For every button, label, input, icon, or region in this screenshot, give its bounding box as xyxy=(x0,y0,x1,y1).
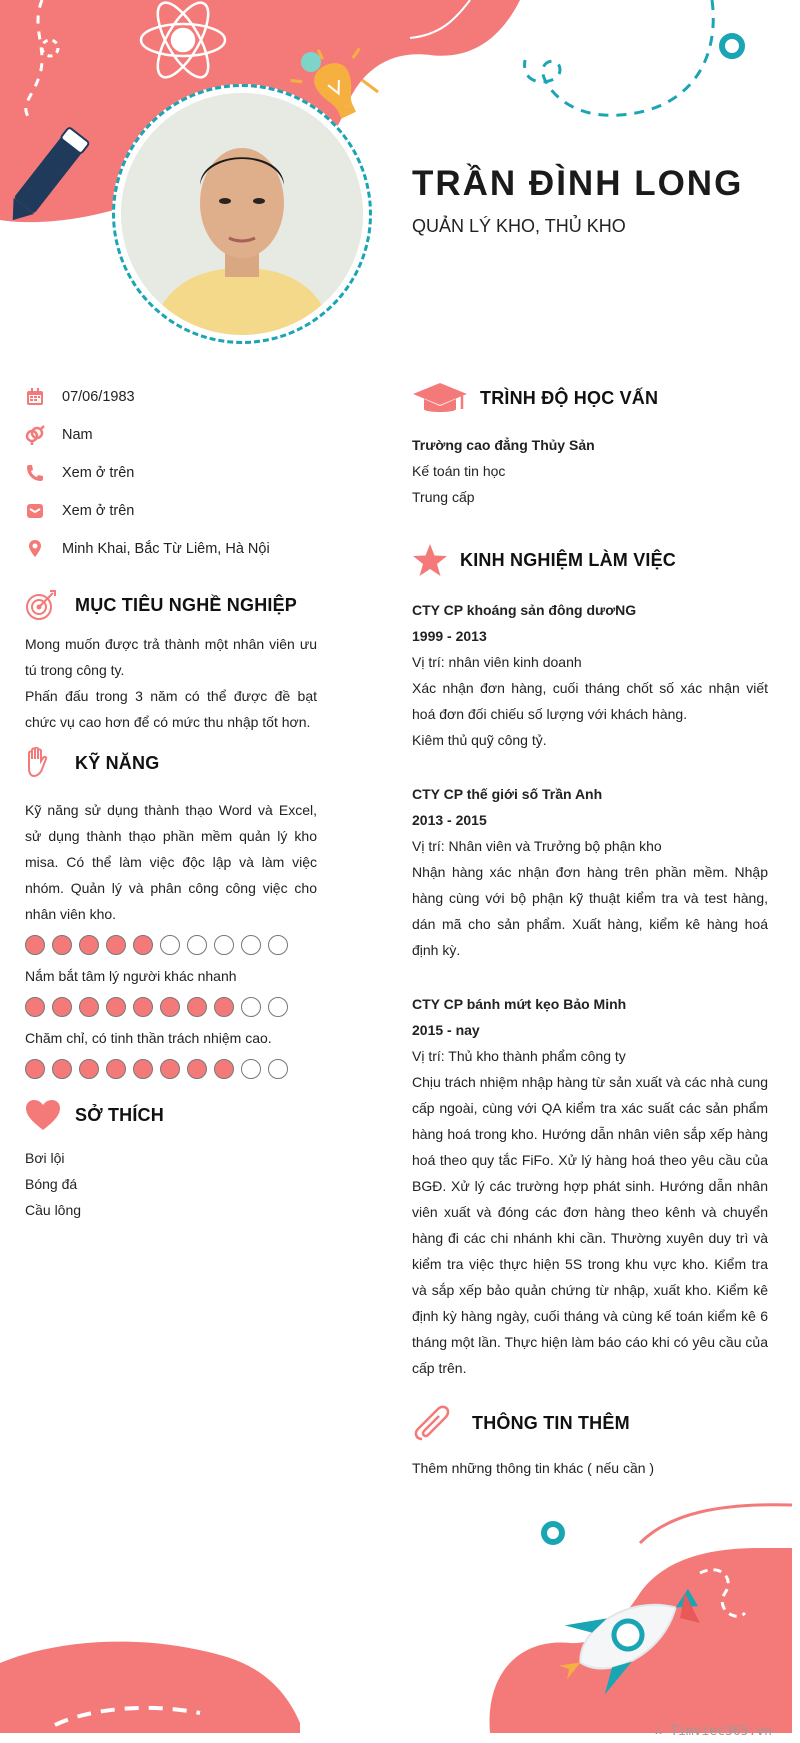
rating-dot-empty xyxy=(160,935,180,955)
rating-dot-filled xyxy=(25,935,45,955)
contact-phone xyxy=(25,454,317,492)
contact-email xyxy=(25,492,317,530)
contact-gender xyxy=(25,416,317,454)
hobby-item: Bơi lội xyxy=(25,1150,65,1166)
objective-title: MỤC TIÊU NGHỀ NGHIỆP xyxy=(75,594,298,615)
job-title: QUẢN LÝ KHO, THỦ KHO xyxy=(412,216,626,236)
objective-heading xyxy=(25,587,317,623)
rating-dot-empty xyxy=(268,997,288,1017)
rating-dot-empty xyxy=(241,997,261,1017)
experience-title: KINH NGHIỆM LÀM VIỆC xyxy=(460,549,677,570)
avatar xyxy=(121,93,363,335)
right-dashed-swirl xyxy=(525,0,714,115)
job-description: Chịu trách nhiệm nhập hàng từ sản xuất và các nhà cung cấp ngoài, cùng với QA kiểm tra xác suất các sản phẩm hàng hoá trong kho. Hướng dẫn nhân viên sắp xếp hàng hoá theo quy tắc FiFo. Xử lý hàng hoá theo yêu cầu của BGĐ. Xử lý các trường hợp phát sinh. Hướng dẫn nhân viên xuất và đóng các đơn hàng theo kênh và chuyển hàng đi các chi nhánh khi cần. Thường xuyên duy trì và kiểm tra việc thực hiện 5S trong khu vực kho. Kiểm tra và sắp xếp bảo quản chứng từ nhập, xuất kho. Kiểm kê định kỳ hàng ngày, cuối tháng và cùng kế toán kiểm kê 6 tháng một lần. Thực hiện làm báo cáo khi có yêu cầu của cấp trên. xyxy=(412,1074,768,1376)
graduation-cap-icon xyxy=(412,381,480,415)
rating-dot-filled xyxy=(187,997,207,1017)
job-company: CTY CP thế giới số Trần Anh xyxy=(412,786,603,802)
additional-heading xyxy=(412,1401,768,1445)
rating-dot-filled xyxy=(106,997,126,1017)
rating-dot-filled xyxy=(133,935,153,955)
rating-dot-empty xyxy=(268,1059,288,1079)
job-company: CTY CP bánh mứt kẹo Bảo Minh xyxy=(412,996,627,1012)
objective-line-2: Phấn đấu trong 3 năm có thể được đề bạt chức vụ cao hơn để có mức thu nhập tốt hơn. xyxy=(25,688,317,730)
email-value: Xem ở trên xyxy=(62,503,135,519)
rating-dot-filled xyxy=(187,1059,207,1079)
skills-heading xyxy=(25,745,317,781)
avatar-frame xyxy=(112,84,372,344)
target-icon xyxy=(25,589,75,621)
skill-text-3: Chăm chỉ, có tinh thần trách nhiệm cao. xyxy=(25,1030,272,1046)
location-icon xyxy=(25,539,45,559)
rating-dot-filled xyxy=(79,1059,99,1079)
rating-dot-filled xyxy=(79,997,99,1017)
education-heading xyxy=(412,378,768,418)
rating-dot-filled xyxy=(25,997,45,1017)
objective-line-1: Mong muốn được trả thành một nhân viên ưu tú trong công ty. xyxy=(25,636,317,678)
heart-icon xyxy=(25,1099,75,1131)
additional-text: Thêm những thông tin khác ( nếu cần ) xyxy=(412,1460,655,1476)
job-entry xyxy=(412,781,768,963)
hobbies-title: SỞ THÍCH xyxy=(75,1104,164,1125)
rating-dot-filled xyxy=(133,997,153,1017)
contact-list xyxy=(25,378,317,568)
skill-item xyxy=(25,1025,317,1079)
job-position: Vị trí: Thủ kho thành phẩm công ty xyxy=(412,1048,626,1064)
job-description: Nhận hàng xác nhận đơn hàng trên phần mềm. Nhập hàng cùng với bộ phận kỹ thuật kiểm tra và test hàng, dán mã cho sản phẩm. Xuất hàng, kiểm kê hàng hoá định kỳ. xyxy=(412,864,768,958)
gender-icon xyxy=(25,425,45,445)
right-column xyxy=(412,378,768,1481)
rating-dot-empty xyxy=(241,1059,261,1079)
rating-dot-filled xyxy=(133,1059,153,1079)
paperclip-icon xyxy=(412,1403,472,1443)
job-entry xyxy=(412,597,768,753)
star-icon xyxy=(412,543,460,577)
rating-dot-empty xyxy=(187,935,207,955)
rating-dot-empty xyxy=(268,935,288,955)
objective-text xyxy=(25,631,317,735)
rating-dot-filled xyxy=(160,1059,180,1079)
job-extra: Kiêm thủ quỹ công tỷ. xyxy=(412,732,547,748)
hobby-item: Cầu lông xyxy=(25,1202,82,1218)
job-period: 2015 - nay xyxy=(412,1022,480,1038)
education-major: Kế toán tin học xyxy=(412,463,506,479)
rating-dot-filled xyxy=(160,997,180,1017)
gender-value: Nam xyxy=(62,427,93,443)
rating-dot-filled xyxy=(79,935,99,955)
job-position: Vị trí: nhân viên kinh doanh xyxy=(412,654,582,670)
education-block xyxy=(412,432,768,510)
calendar-icon xyxy=(25,387,45,407)
contact-address xyxy=(25,530,317,568)
rating-dot-filled xyxy=(52,1059,72,1079)
rating-dot-filled xyxy=(25,1059,45,1079)
rating-dot-filled xyxy=(106,1059,126,1079)
job-period: 1999 - 2013 xyxy=(412,628,487,644)
hobby-item: Bóng đá xyxy=(25,1176,78,1192)
phone-icon xyxy=(25,463,45,483)
job-company: CTY CP khoáng sản đông dươNG xyxy=(412,602,637,618)
hand-icon xyxy=(25,747,75,779)
rating-dot-filled xyxy=(52,997,72,1017)
avatar-portrait xyxy=(121,93,363,335)
skill-text-1: Kỹ năng sử dụng thành thạo Word và Excel, sử dụng thành thạo phần mềm quản lý kho misa. Có thể làm việc độc lập và làm việc nhóm. Quản lý và phân công công việc cho nhân viên kho. xyxy=(25,802,317,922)
rating-dot-empty xyxy=(241,935,261,955)
job-description: Xác nhận đơn hàng, cuối tháng chốt số xác nhận viết hoá đơn đối chiếu số lượng với khách hàng. xyxy=(412,680,768,722)
skill-item xyxy=(25,797,317,955)
education-school: Trường cao đẳng Thủy Sản xyxy=(412,437,595,453)
skill-rating-1 xyxy=(25,935,317,955)
job-period: 2013 - 2015 xyxy=(412,812,487,828)
education-level: Trung cấp xyxy=(412,489,475,505)
footer-left-blob xyxy=(0,1642,300,1733)
skill-item xyxy=(25,963,317,1017)
skill-text-2: Nắm bắt tâm lý người khác nhanh xyxy=(25,968,237,984)
rating-dot-filled xyxy=(214,1059,234,1079)
rating-dot-empty xyxy=(214,935,234,955)
rating-dot-filled xyxy=(52,935,72,955)
skill-rating-2 xyxy=(25,997,317,1017)
phone-value: Xem ở trên xyxy=(62,465,135,481)
footer-decoration xyxy=(0,1463,800,1743)
job-entry xyxy=(412,991,768,1381)
skill-rating-3 xyxy=(25,1059,317,1079)
left-column xyxy=(25,378,317,1223)
hobby-list xyxy=(25,1145,317,1223)
additional-title: THÔNG TIN THÊM xyxy=(472,1412,630,1433)
rating-dot-filled xyxy=(214,997,234,1017)
contact-birthday xyxy=(25,378,317,416)
hobbies-heading xyxy=(25,1095,317,1135)
watermark: ∴ Timviec365.vn xyxy=(654,1724,772,1739)
birthday-value: 07/06/1983 xyxy=(62,389,135,405)
experience-heading xyxy=(412,540,768,580)
rating-dot-filled xyxy=(106,935,126,955)
candidate-name: TRẦN ĐÌNH LONG xyxy=(412,164,744,203)
skills-title: KỸ NĂNG xyxy=(75,752,160,773)
email-icon xyxy=(25,501,45,521)
teal-ring xyxy=(722,36,742,56)
address-value: Minh Khai, Bắc Từ Liêm, Hà Nội xyxy=(62,541,270,557)
education-title: TRÌNH ĐỘ HỌC VẤN xyxy=(480,387,659,408)
job-position: Vị trí: Nhân viên và Trưởng bộ phận kho xyxy=(412,838,662,854)
